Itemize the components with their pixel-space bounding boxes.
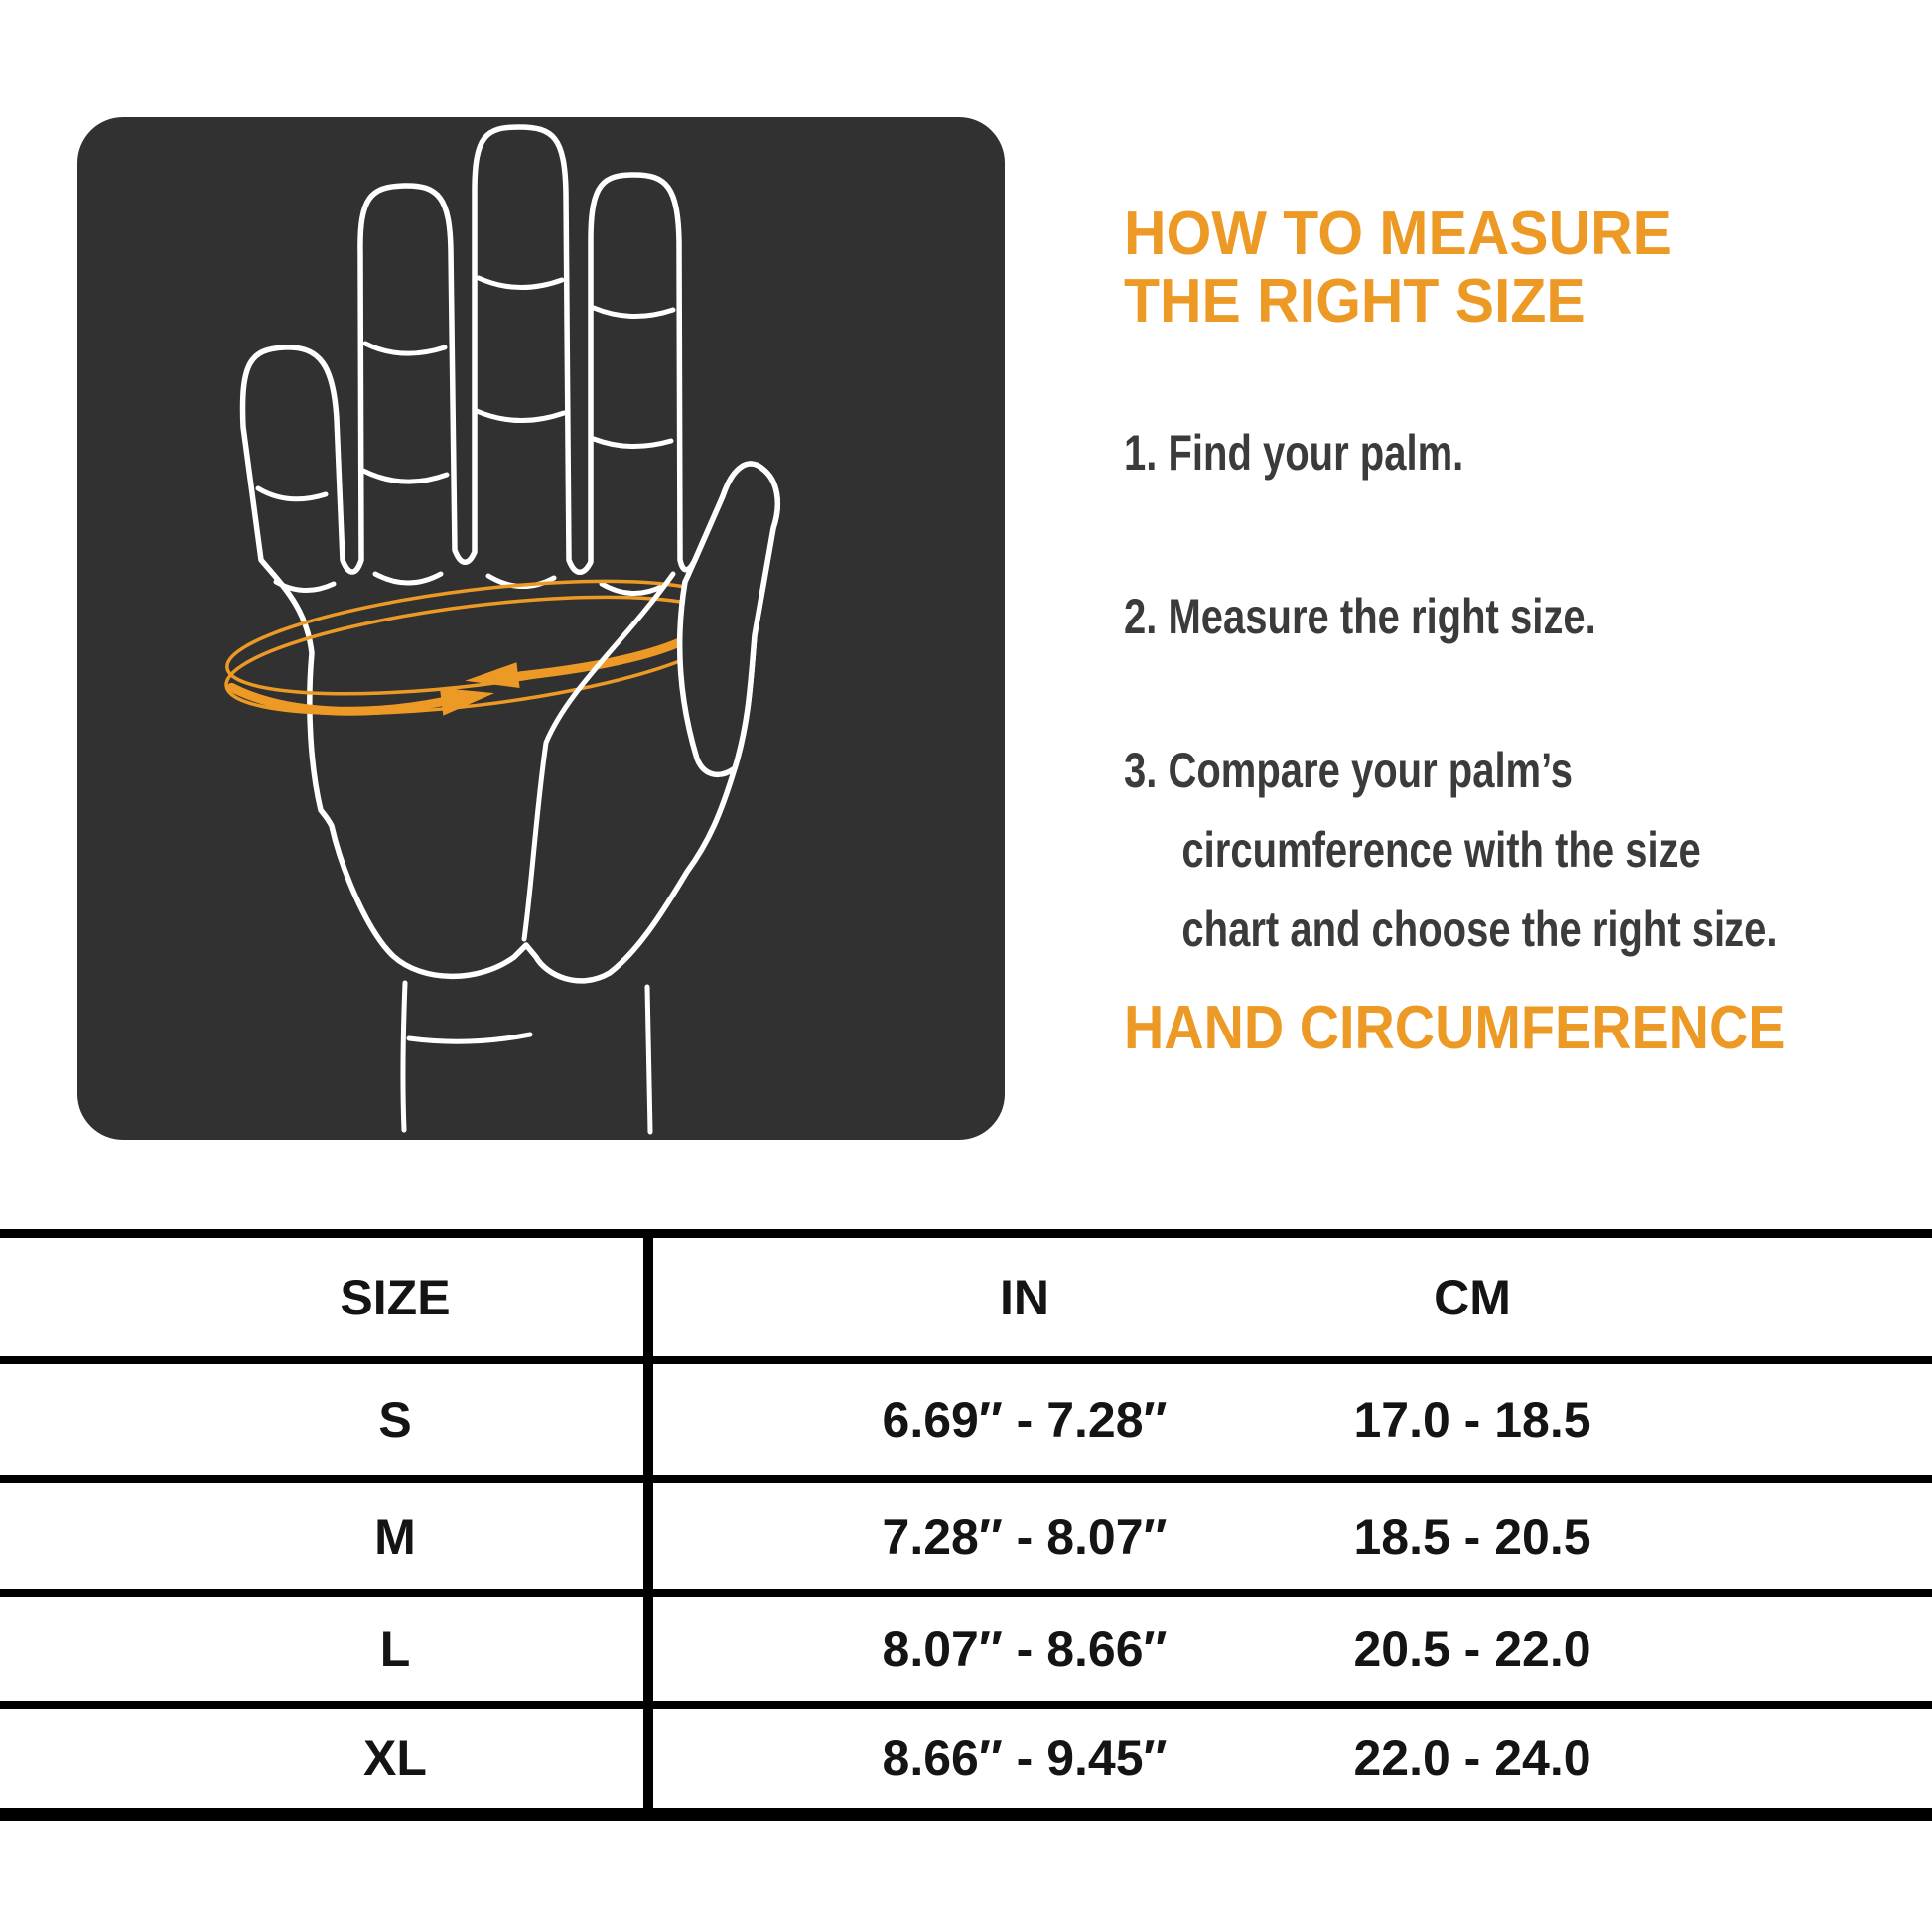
step-3-line-1: 3. Compare your palm’s [1124, 743, 1573, 798]
in-cell: 7.28″ - 8.07″ [882, 1508, 1168, 1565]
step-3 [1124, 731, 1778, 969]
hand-measurement-panel [77, 117, 1005, 1140]
in-cell: 8.07″ - 8.66″ [882, 1621, 1168, 1677]
step-2: 2. Measure the right size. [1124, 589, 1596, 644]
size-cell: L [379, 1621, 411, 1677]
header-cm: CM [1434, 1269, 1511, 1325]
header-size: SIZE [340, 1269, 451, 1325]
size-chart [0, 1229, 1932, 1821]
size-cell: XL [363, 1730, 427, 1786]
section-title [1124, 201, 1672, 336]
hand-circumference-heading: HAND CIRCUMFERENCE [1124, 994, 1786, 1062]
cm-cell: 17.0 - 18.5 [1353, 1392, 1591, 1448]
title-line-1: HOW TO MEASURE [1124, 200, 1672, 268]
table-row-xl [0, 1701, 1932, 1808]
title-line-2: THE RIGHT SIZE [1124, 267, 1586, 336]
step-3-line-2: circumference with the size [1181, 822, 1701, 878]
step-1: 1. Find your palm. [1124, 425, 1464, 481]
size-cell: M [374, 1508, 416, 1565]
table-row-m [0, 1475, 1932, 1589]
table-row-s [0, 1356, 1932, 1475]
cm-cell: 22.0 - 24.0 [1353, 1730, 1591, 1786]
in-cell: 6.69″ - 7.28″ [882, 1392, 1168, 1448]
cm-cell: 18.5 - 20.5 [1353, 1508, 1591, 1565]
column-divider [643, 1229, 653, 1808]
table-header-row [0, 1229, 1932, 1356]
table-row-l [0, 1589, 1932, 1701]
cm-cell: 20.5 - 22.0 [1353, 1621, 1591, 1677]
size-cell: S [378, 1392, 412, 1448]
step-3-line-3: chart and choose the right size. [1181, 901, 1778, 957]
in-cell: 8.66″ - 9.45″ [882, 1730, 1168, 1786]
thumb-overlay [680, 464, 778, 774]
header-in: IN [1000, 1269, 1049, 1325]
hand-with-measuring-band-icon [77, 117, 1005, 1140]
